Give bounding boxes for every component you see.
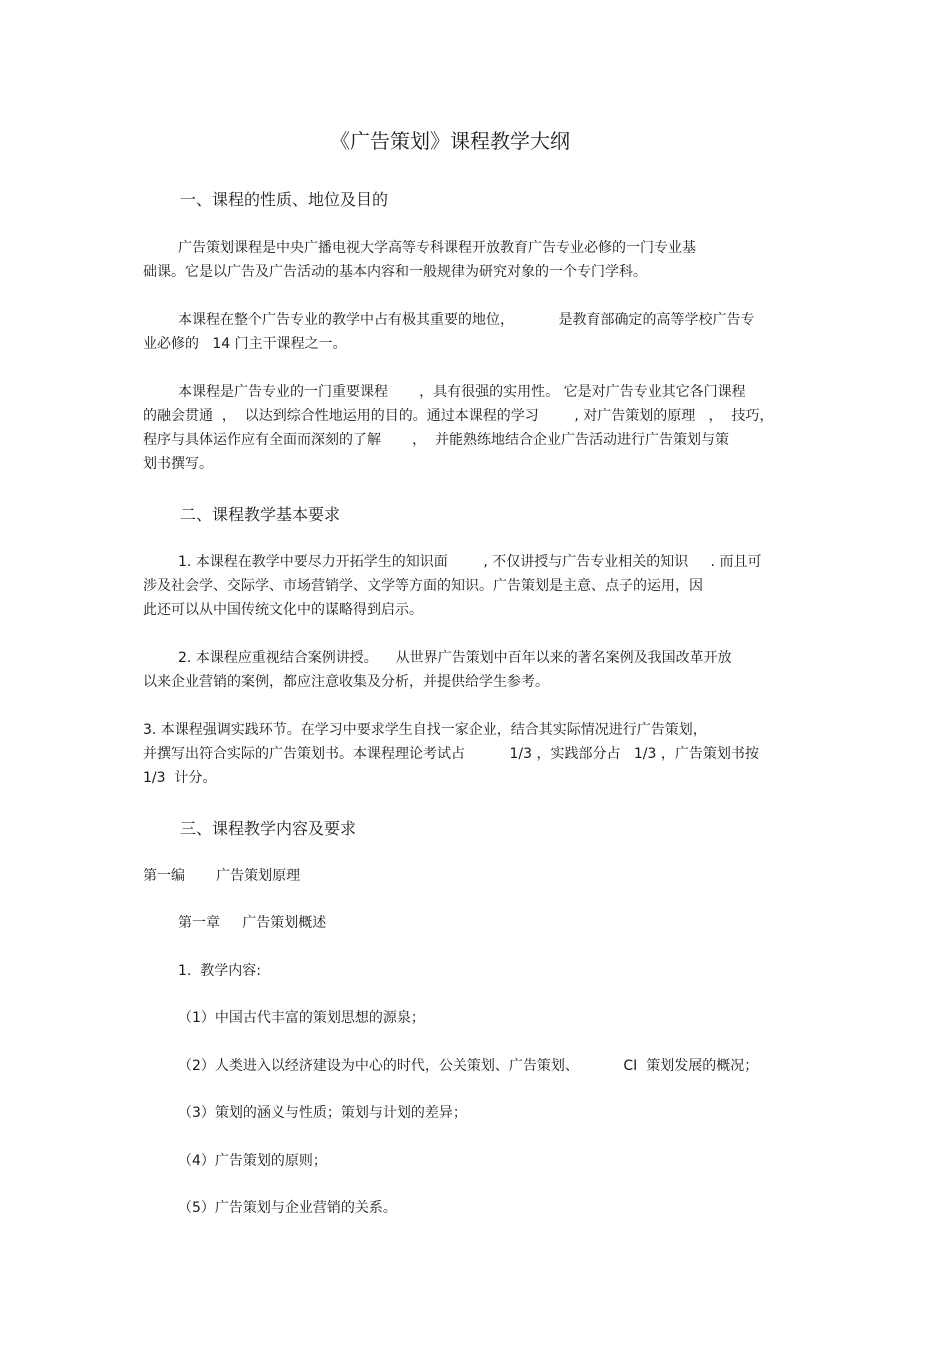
content-label: 1. 教学内容: <box>178 963 261 979</box>
paragraph-line: 3. 本课程强调实践环节。在学习中要求学生自找一家企业，结合其实际情况进行广告策划， <box>143 722 707 738</box>
section-heading-1: 一、课程的性质、地位及目的 <box>180 190 389 209</box>
paragraph-line: 并撰写出符合实际的广告策划书。本课程理论考试占 1/3 ，实践部分占 1/3 ，广告策划书按 <box>143 746 759 762</box>
paragraph-line: 程序与具体运作应有全面而深刻的了解 ， 并能熟练地结合企业广告活动进行广告策划与策 <box>143 432 730 448</box>
section-heading-2: 二、课程教学基本要求 <box>180 505 341 524</box>
list-item: （4）广告策划的原则； <box>178 1153 327 1169</box>
paragraph-line: 1/3 计分。 <box>143 770 217 786</box>
paragraph-line: 广告策划课程是中央广播电视大学高等专科课程开放教育广告专业必修的一门专业基 <box>178 240 696 256</box>
document-title: 《广告策划》课程教学大纲 <box>330 129 570 153</box>
paragraph-line: 涉及社会学、交际学、市场营销学、文学等方面的知识。广告策划是主意、点子的运用，因 <box>143 578 703 594</box>
list-item: （2）人类进入以经济建设为中心的时代，公关策划、广告策划、 CI 策划发展的概况； <box>178 1058 759 1074</box>
list-item: （5）广告策划与企业营销的关系。 <box>178 1200 397 1216</box>
paragraph-line: 本课程是广告专业的一门重要课程 ，具有很强的实用性。 它是对广告专业其它各门课程 <box>178 384 746 400</box>
paragraph-line: 本课程在整个广告专业的教学中占有极其重要的地位， 是教育部确定的高等学校广告专 <box>178 312 755 328</box>
section-heading-3: 三、课程教学内容及要求 <box>180 819 357 838</box>
paragraph-line: 以来企业营销的案例，都应注意收集及分析，并提供给学生参考。 <box>143 674 549 690</box>
list-item: （1）中国古代丰富的策划思想的源泉； <box>178 1010 425 1026</box>
part-heading: 第一编 广告策划原理 <box>143 868 301 884</box>
paragraph-line: 1. 本课程在教学中要尽力开拓学生的知识面 , 不仅讲授与广告专业相关的知识 . 而且可 <box>178 554 762 570</box>
chapter-heading: 第一章 广告策划概述 <box>178 915 327 931</box>
paragraph-line: 2. 本课程应重视结合案例讲授。 从世界广告策划中百年以来的著名案例及我国改革开放 <box>178 650 732 666</box>
paragraph-line: 此还可以从中国传统文化中的谋略得到启示。 <box>143 602 423 618</box>
paragraph-line: 的融会贯通 ， 以达到综合性地运用的目的。通过本课程的学习 , 对广告策划的原理 ， 技巧， <box>143 408 774 424</box>
list-item: （3）策划的涵义与性质；策划与计划的差异； <box>178 1105 467 1121</box>
paragraph-line: 业必修的 14 门主干课程之一。 <box>143 336 347 352</box>
paragraph-line: 划书撰写。 <box>143 456 213 472</box>
paragraph-line: 础课。它是以广告及广告活动的基本内容和一般规律为研究对象的一个专门学科。 <box>143 264 647 280</box>
